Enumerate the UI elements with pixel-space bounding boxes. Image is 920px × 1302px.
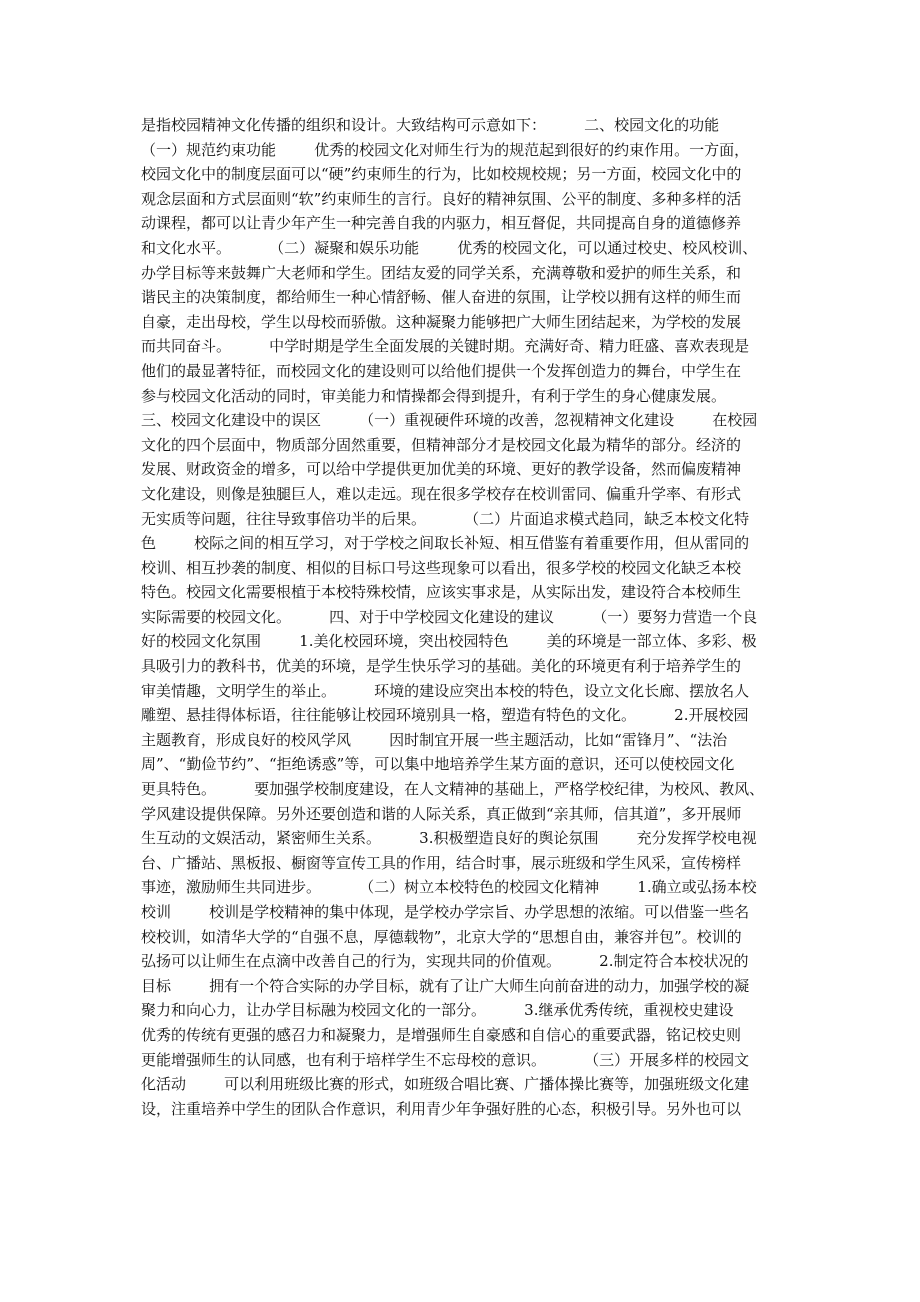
text-line: 雕塑、悬挂得体标语，往往能够让校园环境别具一格，塑造有特色的文化。 2.开展校园: [141, 706, 749, 725]
text-line: 事迹，激励师生共同进步。 （二）树立本校特色的校园文化精神 1.确立或弘扬本校: [141, 878, 757, 897]
text-line: 观念层面和方式层面则“软”约束师生的言行。良好的精神氛围、公平的制度、多种多样的活: [141, 189, 742, 208]
text-line: 具吸引力的教科书，优美的环境，是学生快乐学习的基础。美化的环境更有利于培养学生的: [141, 657, 742, 676]
text-line: 而共同奋斗。 中学时期是学生全面发展的关键时期。充满好奇、精力旺盛、喜欢表现是: [141, 337, 750, 356]
text-line: 无实质等问题，往往导致事倍功半的后果。 （二）片面追求模式趋同，缺乏本校文化特: [141, 509, 750, 528]
text-line: 更能增强师生的认同感，也有利于培样学生不忘母校的意识。 （三）开展多样的校园文: [141, 1050, 750, 1069]
text-line: 聚力和向心力，让办学目标融为校园文化的一部分。 3.继承优秀传统，重视校史建设: [141, 1001, 734, 1020]
text-line: 周”、“勤俭节约”、“拒绝诱惑”等，可以集中地培养学生某方面的意识，还可以使校园文化: [141, 755, 735, 774]
text-line: 台、广播站、黑板报、橱窗等宣传工具的作用，结合时事，展示班级和学生风采，宣传榜样: [141, 853, 742, 872]
text-line: 参与校园文化活动的同时，审美能力和情操都会得到提升，有利于学生的身心健康发展。: [141, 386, 727, 405]
body-text: [141, 113, 781, 1121]
text-line: 学风建设提供保障。另外还要创造和谐的人际关系，真正做到“亲其师，信其道”，多开展师: [141, 804, 742, 823]
text-line: 设，注重培养中学生的团队合作意识，利用青少年争强好胜的心态，积极引导。另外也可以: [141, 1099, 742, 1118]
text-line: 审美情趣，文明学生的举止。 环境的建设应突出本校的特色，设立文化长廊、摆放名人: [141, 681, 750, 700]
text-line: 生互动的文娱活动，紧密师生关系。 3.积极塑造良好的舆论氛围 充分发挥学校电视: [141, 829, 757, 848]
text-line: 动课程，都可以让青少年产生一种完善自我的内驱力，相互督促，共同提高自身的道德修养: [141, 214, 742, 233]
text-line: 三、校园文化建设中的误区 （一）重视硬件环境的改善，忽视精神文化建设 在校园: [141, 411, 758, 430]
text-line: 实际需要的校园文化。 四、对于中学校园文化建设的建议 （一）要努力营造一个良: [141, 607, 758, 626]
text-line: 和文化水平。 （二）凝聚和娱乐功能 优秀的校园文化，可以通过校史、校风校训、: [141, 238, 758, 257]
text-line: 优秀的传统有更强的感召力和凝聚力，是增强师生自豪感和自信心的重要武器，铭记校史则: [141, 1025, 742, 1044]
text-line: 文化建设，则像是独腿巨人，难以走远。现在很多学校存在校训雷同、偏重升学率、有形式: [141, 484, 742, 503]
text-line: 校训 校训是学校精神的集中体现，是学校办学宗旨、办学思想的浓缩。可以借鉴一些名: [141, 903, 750, 921]
text-line: 是指校园精神文化传播的组织和设计。大致结构可示意如下： 二、校园文化的功能: [141, 116, 720, 134]
text-line: 更具特色。 要加强学校制度建设，在人文精神的基础上，严格学校纪律，为校风、教风、: [141, 780, 765, 799]
text-line: （一）规范约束功能 优秀的校园文化对师生行为的规范起到很好的约束作用。一方面，: [141, 140, 750, 159]
text-line: 校园文化中的制度层面可以“硬”约束师生的行为，比如校规校规；另一方面，校园文化中的: [141, 165, 742, 184]
text-line: 自豪，走出母校，学生以母校而骄傲。这种凝聚力能够把广大师生团结起来，为学校的发展: [141, 312, 742, 331]
text-line: 色 校际之间的相互学习，对于学校之间取长补短、相互借鉴有着重要作用，但从雷同的: [141, 534, 750, 553]
text-line: 弘扬可以让师生在点滴中改善自己的行为，实现共同的价值观。 2.制定符合本校状况的: [141, 952, 749, 971]
text-line: 谐民主的决策制度，都给师生一种心情舒畅、催人奋进的氛围，让学校以拥有这样的师生而: [141, 288, 742, 307]
text-line: 文化的四个层面中，物质部分固然重要，但精神部分才是校园文化最为精华的部分。经济的: [141, 435, 742, 454]
text-line: 好的校园文化氛围 1.美化校园环境，突出校园特色 美的环境是一部立体、多彩、极: [141, 632, 757, 651]
text-line: 目标 拥有一个符合实际的办学目标，就有了让广大师生向前奋进的动力，加强学校的凝: [141, 976, 750, 995]
text-line: 校训、相互抄袭的制度、相似的目标口号这些现象可以看出，很多学校的校园文化缺乏本校: [141, 558, 742, 577]
text-line: 他们的最显著特征，而校园文化的建设则可以给他们提供一个发挥创造力的舞台，中学生在: [141, 361, 742, 380]
text-line: 办学目标等来鼓舞广大老师和学生。团结友爱的同学关系，充满尊敬和爱护的师生关系，和: [141, 263, 742, 282]
text-line: 校校训，如清华大学的“自强不息，厚德载物”，北京大学的“思想自由，兼容并包”。校训的: [141, 927, 742, 946]
text-line: 特色。校园文化需要根植于本校特殊校情，应该实事求是，从实际出发，建设符合本校师生: [141, 583, 742, 602]
text-line: 发展、财政资金的增多，可以给中学提供更加优美的环境、更好的教学设备，然而偏废精神: [141, 460, 742, 479]
text-line: 化活动 可以利用班级比赛的形式，如班级合唱比赛、广播体操比赛等，加强班级文化建: [141, 1075, 750, 1094]
text-line: 主题教育，形成良好的校风学风 因时制宜开展一些主题活动，比如“雷锋月”、“法治: [141, 730, 728, 749]
